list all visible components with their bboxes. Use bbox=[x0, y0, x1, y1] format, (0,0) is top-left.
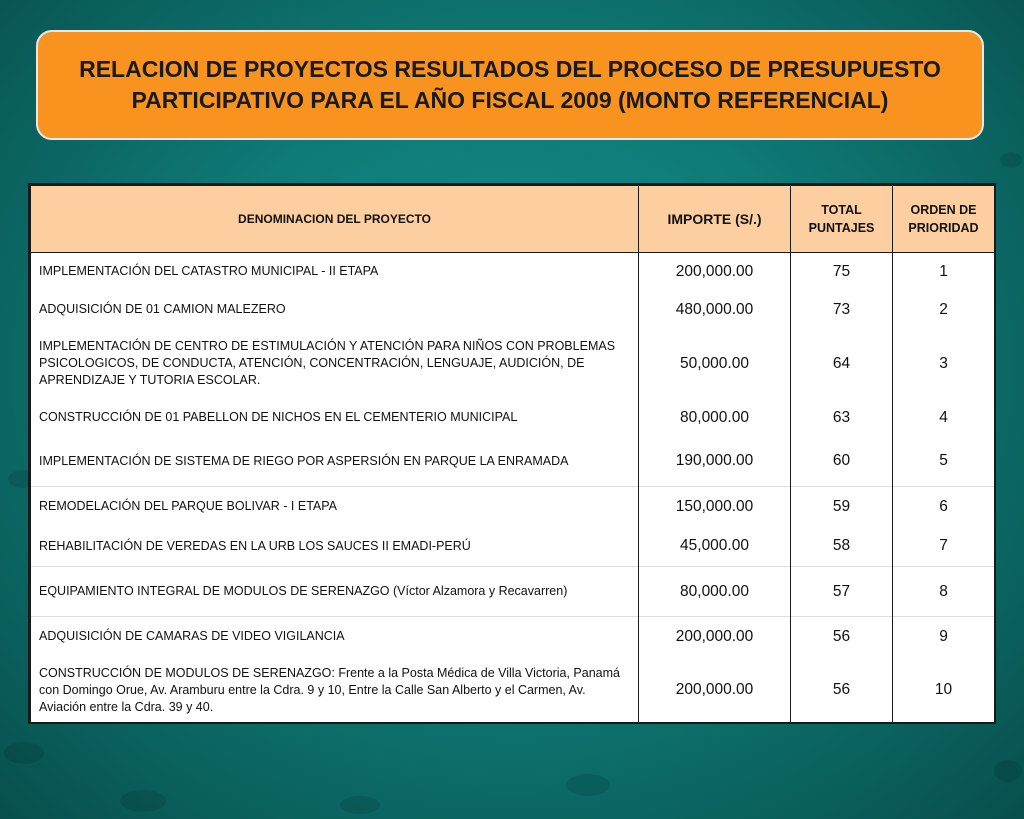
project-score: 59 bbox=[791, 487, 893, 527]
project-priority: 4 bbox=[893, 399, 995, 437]
background-bubble bbox=[120, 790, 166, 812]
project-priority: 7 bbox=[893, 527, 995, 567]
project-priority: 3 bbox=[893, 329, 995, 399]
project-score: 73 bbox=[791, 291, 893, 329]
projects-table bbox=[30, 185, 995, 724]
project-score: 57 bbox=[791, 567, 893, 617]
project-name: CONSTRUCCIÓN DE 01 PABELLON DE NICHOS EN EL CEMENTERIO MUNICIPAL bbox=[31, 399, 639, 437]
project-priority: 2 bbox=[893, 291, 995, 329]
project-amount: 150,000.00 bbox=[639, 487, 791, 527]
background-bubble bbox=[4, 742, 44, 764]
project-name: REHABILITACIÓN DE VEREDAS EN LA URB LOS SAUCES II EMADI-PERÚ bbox=[31, 527, 639, 567]
project-amount: 80,000.00 bbox=[639, 567, 791, 617]
project-amount: 200,000.00 bbox=[639, 617, 791, 657]
table-row bbox=[31, 617, 995, 657]
project-score: 58 bbox=[791, 527, 893, 567]
project-score: 60 bbox=[791, 437, 893, 487]
project-score: 56 bbox=[791, 617, 893, 657]
project-amount: 45,000.00 bbox=[639, 527, 791, 567]
project-amount: 190,000.00 bbox=[639, 437, 791, 487]
table-row bbox=[31, 657, 995, 724]
table-row bbox=[31, 487, 995, 527]
header-priority: ORDEN DE PRIORIDAD bbox=[893, 186, 995, 253]
project-score: 75 bbox=[791, 253, 893, 291]
background-bubble bbox=[1000, 152, 1022, 168]
table-row bbox=[31, 527, 995, 567]
project-name: ADQUISICIÓN DE CAMARAS DE VIDEO VIGILANCIA bbox=[31, 617, 639, 657]
project-priority: 9 bbox=[893, 617, 995, 657]
header-score: TOTAL PUNTAJES bbox=[791, 186, 893, 253]
projects-table-container bbox=[28, 183, 996, 724]
project-amount: 200,000.00 bbox=[639, 253, 791, 291]
project-score: 56 bbox=[791, 657, 893, 724]
project-name: EQUIPAMIENTO INTEGRAL DE MODULOS DE SERENAZGO (Víctor Alzamora y Recavarren) bbox=[31, 567, 639, 617]
table-header-row bbox=[31, 186, 995, 253]
background-bubble bbox=[994, 760, 1022, 782]
project-name: CONSTRUCCIÓN DE MODULOS DE SERENAZGO: Frente a la Posta Médica de Villa Victoria, Panamá con Domingo Orue, Av. Aramburu entre la Cdra. 9 y 10, Entre la Calle San Alberto y el Carmen, Av. Aviación entre la Cdra. 39 y 40. bbox=[31, 657, 639, 724]
table-row bbox=[31, 567, 995, 617]
table-row bbox=[31, 291, 995, 329]
project-score: 64 bbox=[791, 329, 893, 399]
background-bubble bbox=[340, 796, 380, 814]
project-priority: 6 bbox=[893, 487, 995, 527]
header-amount: IMPORTE (S/.) bbox=[639, 186, 791, 253]
project-amount: 80,000.00 bbox=[639, 399, 791, 437]
title-banner bbox=[36, 30, 984, 140]
table-row bbox=[31, 253, 995, 291]
project-priority: 1 bbox=[893, 253, 995, 291]
project-name: IMPLEMENTACIÓN DEL CATASTRO MUNICIPAL - II ETAPA bbox=[31, 253, 639, 291]
project-amount: 200,000.00 bbox=[639, 657, 791, 724]
project-amount: 50,000.00 bbox=[639, 329, 791, 399]
table-row bbox=[31, 399, 995, 437]
table-row bbox=[31, 437, 995, 487]
project-name: ADQUISICIÓN DE 01 CAMION MALEZERO bbox=[31, 291, 639, 329]
project-score: 63 bbox=[791, 399, 893, 437]
table-row bbox=[31, 329, 995, 399]
project-name: IMPLEMENTACIÓN DE SISTEMA DE RIEGO POR ASPERSIÓN EN PARQUE LA ENRAMADA bbox=[31, 437, 639, 487]
page-title: RELACION DE PROYECTOS RESULTADOS DEL PROCESO DE PRESUPUESTO PARTICIPATIVO PARA EL AÑO FISCAL 2009 (MONTO REFERENCIAL) bbox=[79, 56, 941, 113]
project-amount: 480,000.00 bbox=[639, 291, 791, 329]
project-name: REMODELACIÓN DEL PARQUE BOLIVAR - I ETAPA bbox=[31, 487, 639, 527]
project-priority: 10 bbox=[893, 657, 995, 724]
header-project: DENOMINACION DEL PROYECTO bbox=[31, 186, 639, 253]
project-priority: 5 bbox=[893, 437, 995, 487]
background-bubble bbox=[566, 774, 610, 796]
project-name: IMPLEMENTACIÓN DE CENTRO DE ESTIMULACIÓN Y ATENCIÓN PARA NIÑOS CON PROBLEMAS PSICOLOGICOS, DE CONDUCTA, ATENCIÓN, CONCENTRACIÓN, LENGUAJE, AUDICIÓN, DE APRENDIZAJE Y TUTORIA ESCOLAR. bbox=[31, 329, 639, 399]
project-priority: 8 bbox=[893, 567, 995, 617]
